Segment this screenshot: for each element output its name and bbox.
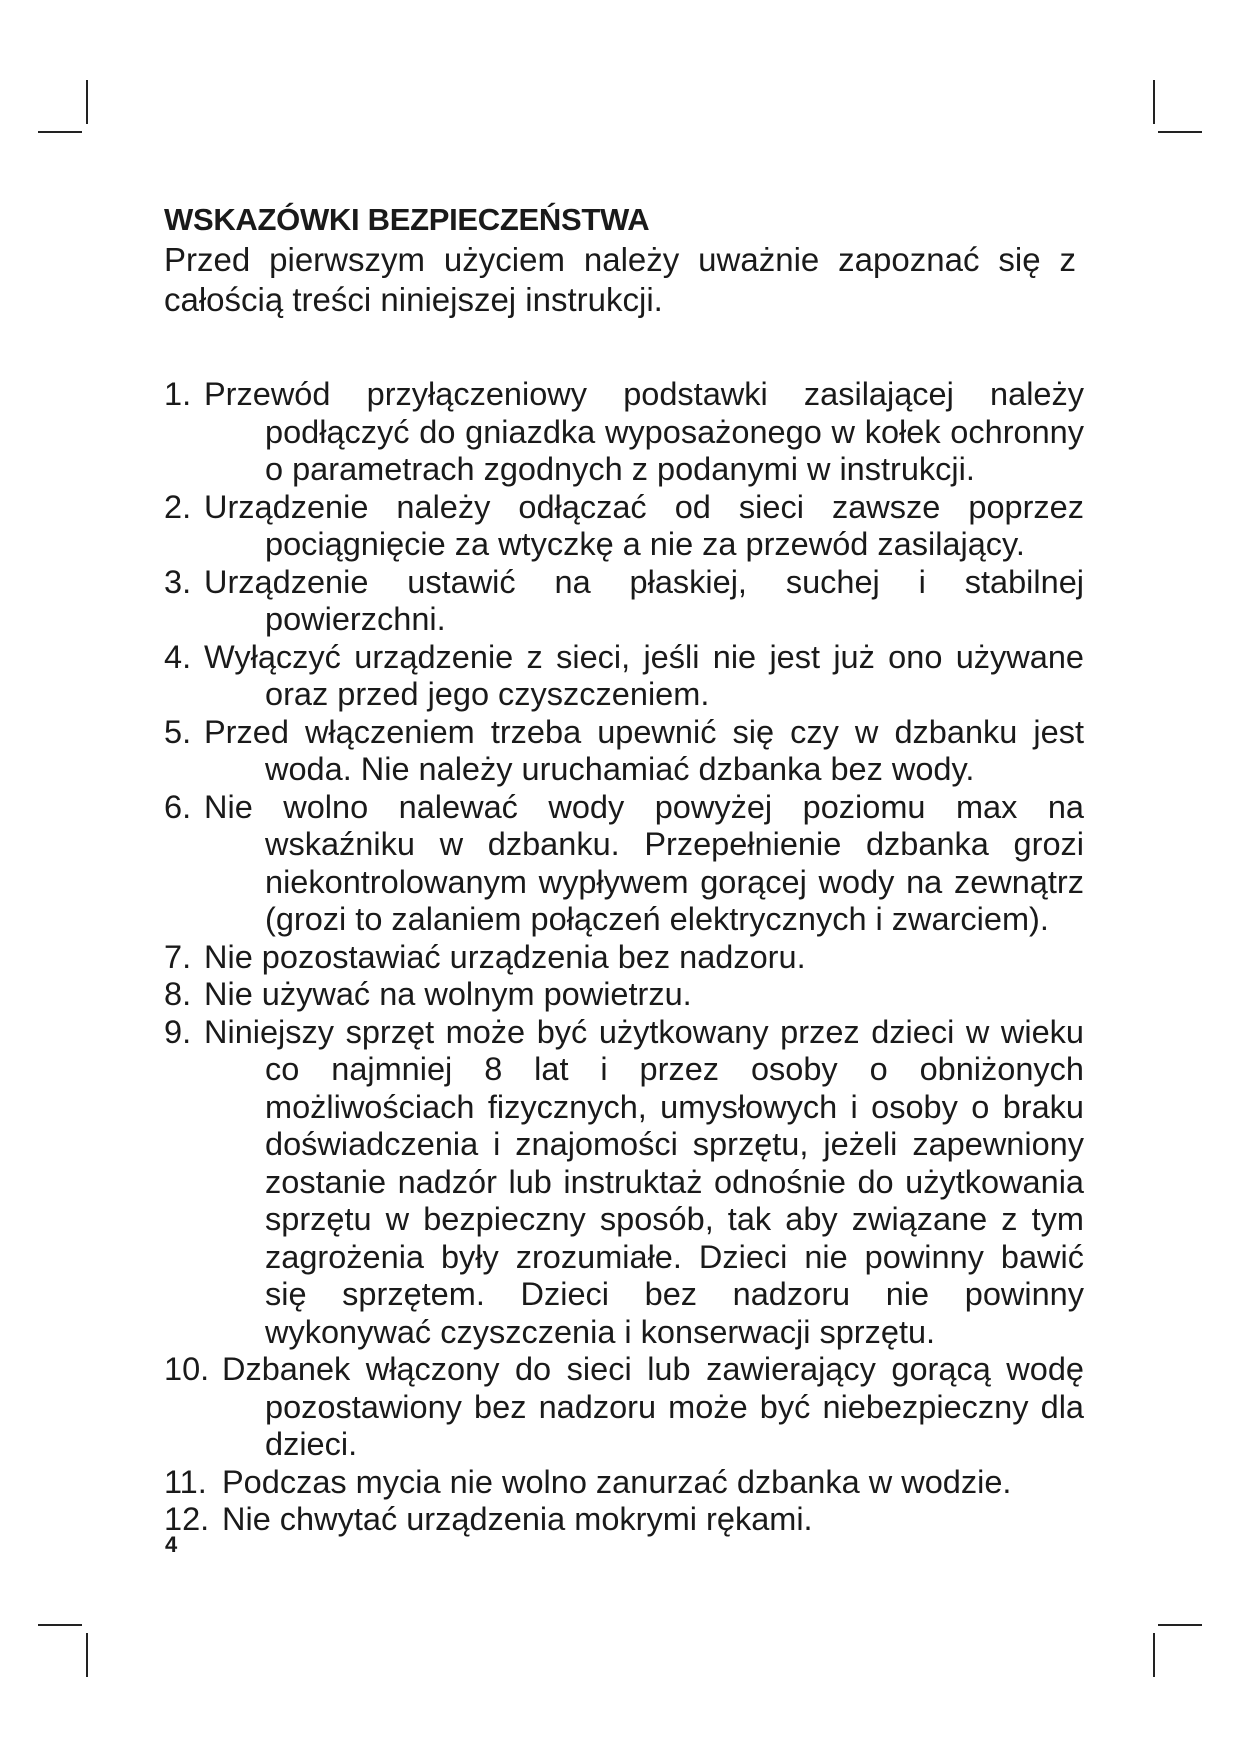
- page-title: WSKAZÓWKI BEZPIECZEŃSTWA: [164, 202, 650, 237]
- crop-mark-bottom-right-vertical: [1153, 1633, 1155, 1677]
- crop-mark-top-left-horizontal: [38, 131, 82, 133]
- list-item: [164, 1351, 1084, 1464]
- list-item: [164, 376, 1084, 489]
- list-item-number: 1.: [164, 376, 192, 412]
- list-item-number: 2.: [164, 488, 192, 525]
- list-item-number: 6.: [164, 788, 192, 825]
- page-number: 4: [165, 1532, 178, 1557]
- intro-paragraph: Przed pierwszym użyciem należy uważnie zapoznać się z całością treści niniejszej instrukcji.: [164, 241, 1076, 318]
- crop-mark-top-right-vertical: [1153, 80, 1155, 124]
- safety-instructions-list: [164, 376, 1084, 1539]
- list-item-text: Nie pozostawiać urządzenia bez nadzoru.: [204, 938, 806, 975]
- list-item: [164, 1464, 1084, 1502]
- list-item: [164, 489, 1084, 564]
- list-item-number: 9.: [164, 1013, 192, 1050]
- list-item-text: Urządzenie należy odłączać od sieci zawsze poprzez pociągnięcie za wtyczkę a nie za przewód zasilający.: [204, 488, 1084, 562]
- list-item-number: 10.: [164, 1351, 210, 1387]
- list-item-number: 3.: [164, 563, 192, 600]
- list-item-number: 11.: [164, 1463, 207, 1500]
- crop-mark-top-right-horizontal: [1158, 131, 1202, 133]
- list-item: [164, 1501, 1084, 1539]
- list-item: [164, 1014, 1084, 1352]
- list-item-number: 8.: [164, 976, 192, 1012]
- crop-mark-bottom-right-horizontal: [1158, 1624, 1202, 1626]
- list-item: [164, 789, 1084, 939]
- list-item: [164, 976, 1084, 1014]
- list-item-text: Urządzenie ustawić na płaskiej, suchej i stabilnej powierzchni.: [204, 563, 1084, 637]
- list-item: [164, 714, 1084, 789]
- list-item-number: 4.: [164, 638, 192, 675]
- crop-mark-top-left-vertical: [86, 80, 88, 124]
- list-item-text: Podczas mycia nie wolno zanurzać dzbanka w wodzie.: [222, 1463, 1012, 1500]
- list-item: [164, 639, 1084, 714]
- page-content: [164, 200, 1084, 1539]
- list-item-text: Przed włączeniem trzeba upewnić się czy w dzbanku jest woda. Nie należy uruchamiać dzbanka bez wody.: [204, 713, 1084, 787]
- list-item-text: Dzbanek włączony do sieci lub zawierający gorącą wodę pozostawiony bez nadzoru może być niebezpieczny dla dzieci.: [222, 1351, 1084, 1462]
- list-item-text: Nie używać na wolnym powietrzu.: [204, 976, 692, 1012]
- crop-mark-bottom-left-horizontal: [38, 1624, 82, 1626]
- list-item: [164, 564, 1084, 639]
- list-item-text: Przewód przyłączeniowy podstawki zasilającej należy podłączyć do gniazdka wyposażonego w kołek ochronny o parametrach zgodnych z podanymi w instrukcji.: [204, 376, 1084, 487]
- list-item-number: 5.: [164, 713, 192, 750]
- list-item: [164, 939, 1084, 977]
- list-item-text: Niniejszy sprzęt może być użytkowany przez dzieci w wieku co najmniej 8 lat i przez osoby o obniżonych możliwościach fizycznych, umysłowych i osoby o braku doświadczenia i znajomości sprzętu, jeżeli zapewniony zostanie nadzór lub instruktaż odnośnie do użytkowania sprzętu w bezpieczny sposób, tak aby związane z tym zagrożenia były zrozumiałe. Dzieci nie powinny bawić się sprzętem. Dzieci bez nadzoru nie powinny wykonywać czyszczenia i konserwacji sprzętu.: [204, 1013, 1084, 1350]
- list-item-number: 7.: [164, 938, 192, 975]
- list-item-number: 12.: [164, 1501, 210, 1537]
- list-item-text: Nie chwytać urządzenia mokrymi rękami.: [222, 1501, 813, 1537]
- list-item-text: Nie wolno nalewać wody powyżej poziomu max na wskaźniku w dzbanku. Przepełnienie dzbanka grozi niekontrolowanym wypływem gorącej wody na zewnątrz (grozi to zalaniem połączeń elektrycznych i zwarciem).: [204, 788, 1084, 937]
- list-item-text: Wyłączyć urządzenie z sieci, jeśli nie jest już ono używane oraz przed jego czyszczeniem.: [204, 638, 1084, 712]
- crop-mark-bottom-left-vertical: [86, 1633, 88, 1677]
